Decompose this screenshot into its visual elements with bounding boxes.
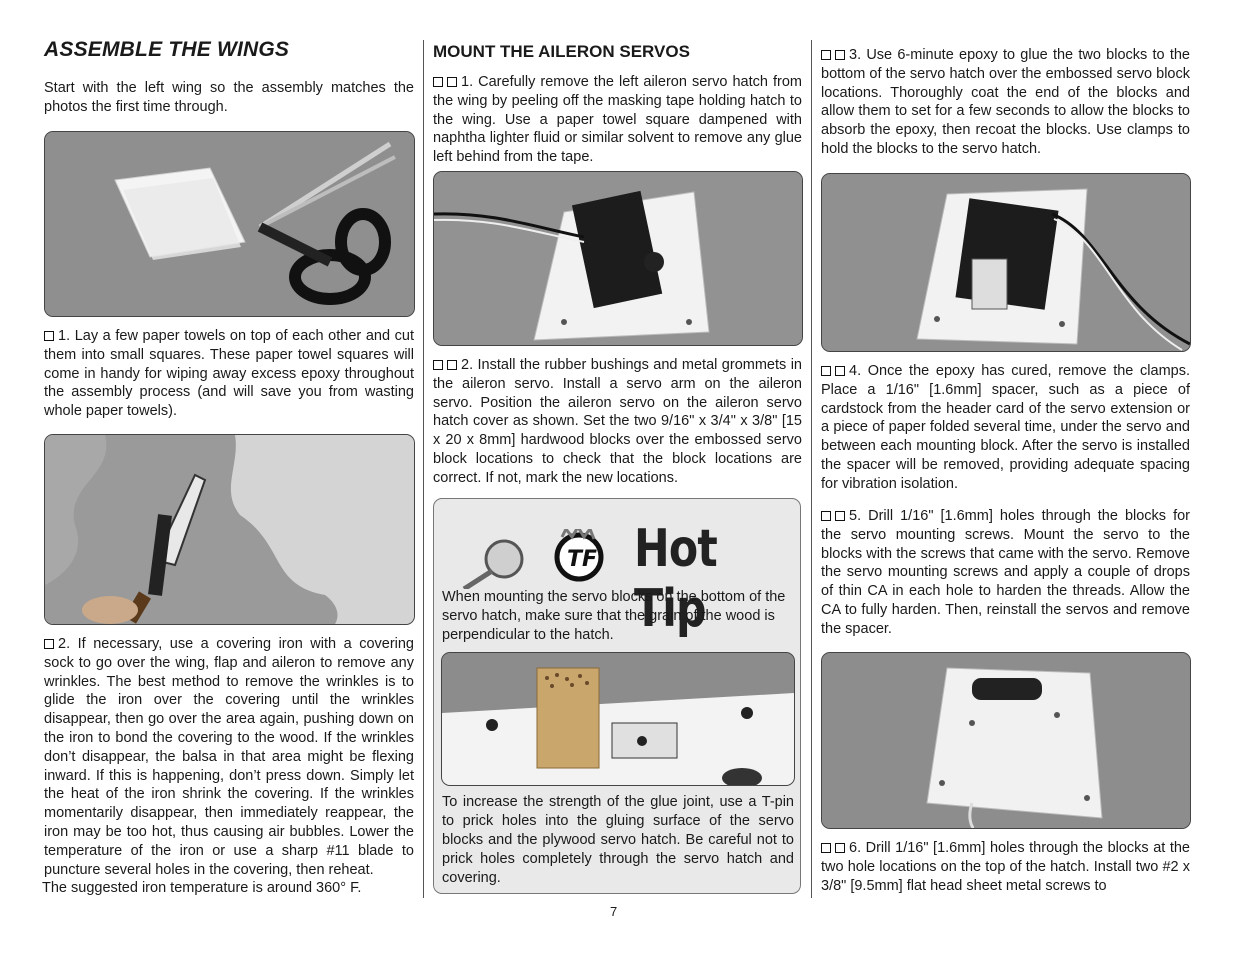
step-text: 6. Drill 1/16" [1.6mm] holes through the blocks at the two hole locations on the top of the hatch. Install two #2 x 3/8" [9.5mm] flat head sheet metal screws to (821, 840, 1190, 894)
middle-column (433, 38, 802, 167)
hot-tip-text-1: When mounting the servo blocks on the bottom of the servo hatch, make sure that the grain of the wood is perpendicular to the hatch. (442, 589, 786, 643)
step-text: 1. Carefully remove the left aileron servo hatch from the wing by peeling off the masking tape holding hatch to the wing. Use a paper towel square dampened with naphtha lighter fluid or similar solvent to remove any glue left behind from the tape. (433, 74, 802, 166)
left-step-2 (44, 635, 414, 898)
step-text: 2. If necessary, use a covering iron with a covering sock to go over the wing, flap and aileron to remove any wrinkles. The best method to remove the wrinkles is to glide the iron over the covering until the wrinkles disappear, then go over the area again, pushing down on the iron to bond the covering to the wood. If the wrinkles don’t disappear, the balsa in that area might be flexing inward. If this is happening, don’t press down. Simply let the heat of the iron shrink the covering. If the wrinkles momentarily disappear, then immediately reappear, the iron may be too hot, thus causing air bubbles. Lower the temperature of the iron or use a sharp #11 blade to puncture several holes in the covering, then reheat. (44, 636, 414, 878)
right-step-3 (821, 46, 1190, 159)
right-step-6 (821, 839, 1190, 895)
hot-tip-text-2: To increase the strength of the glue joint, use a T-pin to prick holes into the gluing surface of the servo blocks and the plywood servo hatch. Be careful not to prick holes completely through the servo hatch and covering. (442, 794, 794, 886)
photo-servo-with-blocks (821, 173, 1191, 352)
column-divider (811, 40, 812, 898)
svg-text:TF: TF (567, 547, 598, 572)
step-text: 4. Once the epoxy has cured, remove the clamps. Place a 1/16" [1.6mm] spacer, such as a piece of cardstock from the header card of the servo extension or a piece of paper folded several time, under the servo and between each mounting block. After the servo is installed the spacer will be removed, providing adequate spacing for vibration isolation. (821, 363, 1190, 492)
section-heading-mount-aileron-servos: MOUNT THE AILERON SERVOS (433, 42, 690, 61)
step-text: 3. Use 6-minute epoxy to glue the two blocks to the bottom of the servo hatch over the embossed servo block locations. Thoroughly coat the end of the blocks and allow them to set for a few seconds to allow the blocks to absorb the epoxy, then recoat the blocks. Use clamps to hold the blocks to the servo hatch. (821, 47, 1190, 157)
left-step-1 (44, 327, 414, 421)
checkbox[interactable] (433, 360, 443, 370)
checkbox[interactable] (44, 331, 54, 341)
section-heading-assemble-wings: ASSEMBLE THE WINGS (44, 38, 290, 61)
middle-step-2 (433, 356, 802, 488)
step-text: 2. Install the rubber bushings and metal grommets in the aileron servo. Install a servo arm on the aileron servo. Position the aileron servo on the aileron servo hatch cover as shown. Set the two 9/16" x 3/4" x 3/8" [15 x 20 x 8mm] hardwood blocks over the embossed servo block locations to check that the block locations are correct. If not, mark the new locations. (433, 357, 802, 486)
checkbox[interactable] (835, 50, 845, 60)
page-number: 7 (610, 904, 618, 919)
left-column (44, 38, 414, 117)
photo-servo-on-hatch (433, 171, 803, 346)
checkbox[interactable] (835, 843, 845, 853)
checkbox[interactable] (821, 366, 831, 376)
checkbox[interactable] (447, 360, 457, 370)
checkbox[interactable] (835, 366, 845, 376)
hot-tip-box (433, 498, 801, 894)
right-step-4 (821, 362, 1190, 494)
checkbox[interactable] (44, 639, 54, 649)
checkbox[interactable] (821, 50, 831, 60)
column-divider (423, 40, 424, 898)
step-text: 1. Lay a few paper towels on top of each other and cut them into small squares. These paper towel squares will come in handy for wiping away excess epoxy throughout the assembly process (and will save you from wasting whole paper towels). (44, 328, 414, 420)
step-text: 5. Drill 1/16" [1.6mm] holes through the blocks for the servo mounting screws. Mount the servo to the blocks with the screws that came with the servo. Remove the servo mounting screws and apply a couple of drops of thin CA in each hole to harden the threads. Allow the CA to fully harden. Then, reinstall the servos and remove the spacer. (821, 508, 1190, 637)
hot-tip-logo (454, 529, 614, 589)
photo-wood-block-on-hatch (441, 652, 795, 786)
checkbox[interactable] (835, 511, 845, 521)
photo-paper-towels-scissors (44, 131, 415, 317)
intro-paragraph: Start with the left wing so the assembly matches the photos the first time through. (44, 80, 414, 115)
checkbox[interactable] (447, 77, 457, 87)
hot-tip-title: Hot Tip (634, 519, 717, 639)
step-text-last-line: The suggested iron temperature is around 360° F. (42, 880, 362, 897)
checkbox[interactable] (433, 77, 443, 87)
right-step-5 (821, 507, 1190, 639)
checkbox[interactable] (821, 511, 831, 521)
photo-finished-hatch (821, 652, 1191, 829)
checkbox[interactable] (821, 843, 831, 853)
photo-covering-iron (44, 434, 415, 625)
